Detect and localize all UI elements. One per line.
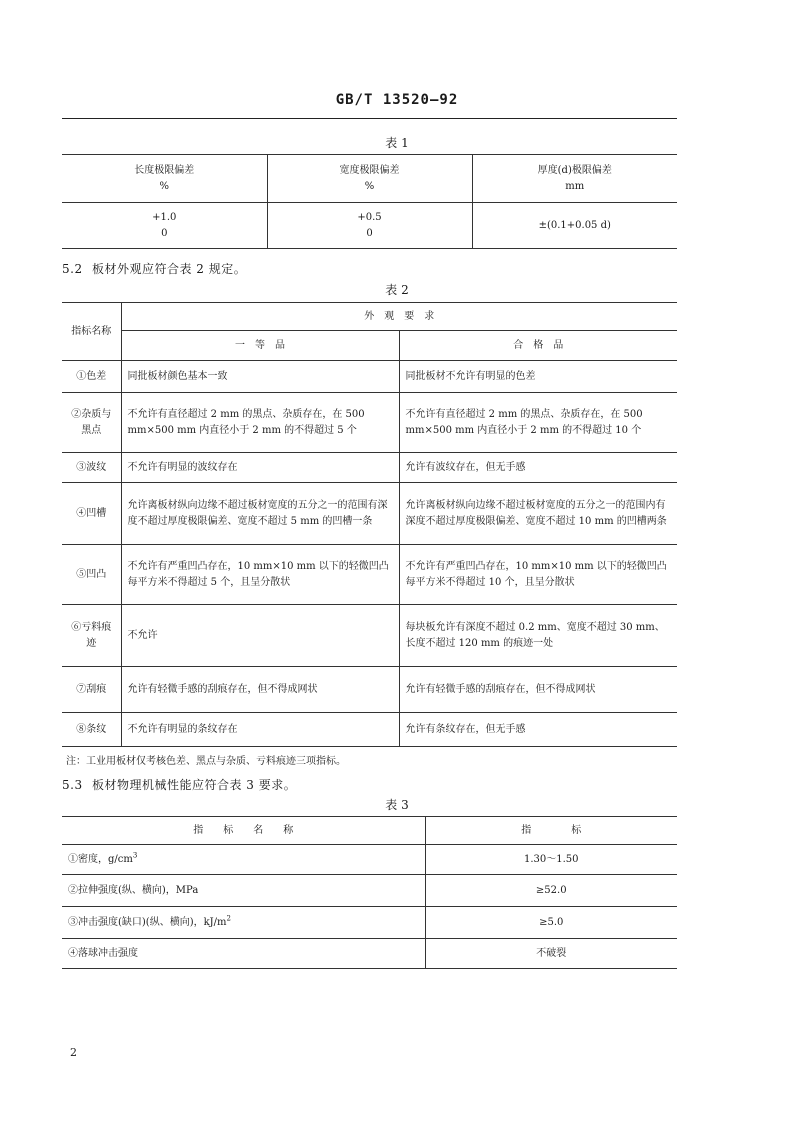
table-row bbox=[62, 667, 677, 713]
table3-header-name: 指 标 名 称 bbox=[62, 817, 425, 845]
row-name: ②杂质与黑点 bbox=[62, 393, 121, 453]
table2-header-appearance: 外 观 要 求 bbox=[121, 303, 677, 331]
table-row bbox=[62, 361, 677, 393]
table-row bbox=[62, 393, 677, 453]
row-name: ⑤凹凸 bbox=[62, 545, 121, 605]
table2-note: 注：工业用板材仅考核色差、黑点与杂质、亏料痕迹三项指标。 bbox=[66, 756, 346, 767]
row-qualified: 允许离板材纵向边缘不超过板材宽度的五分之一的范围内有深度不超过厚度极限偏差、宽度不超过 10 mm 的凹槽两条 bbox=[399, 483, 677, 545]
table1-value-width: +0.5 0 bbox=[267, 203, 472, 249]
page-number: 2 bbox=[70, 1046, 77, 1059]
table-row bbox=[62, 845, 677, 875]
table-row bbox=[62, 605, 677, 667]
table2 bbox=[62, 302, 677, 747]
header-rule bbox=[62, 118, 677, 119]
row-qualified: 允许有波纹存在，但无手感 bbox=[399, 453, 677, 483]
table2-header-indicator: 指标名称 bbox=[62, 303, 121, 361]
table1-value-thickness: ±(0.1+0.05 d) bbox=[472, 203, 677, 249]
row-name: ④凹槽 bbox=[62, 483, 121, 545]
row-name: ⑦刮痕 bbox=[62, 667, 121, 713]
table1-caption: 表 1 bbox=[385, 136, 409, 150]
table2-header-first-grade: 一 等 品 bbox=[121, 331, 399, 361]
table1-header-length: 长度极限偏差 % bbox=[62, 155, 267, 203]
section-5-3: 5.3 板材物理机械性能应符合表 3 要求。 bbox=[62, 778, 297, 792]
row-value: 1.30～1.50 bbox=[425, 845, 677, 875]
row-qualified: 允许有条纹存在，但无手感 bbox=[399, 713, 677, 747]
row-first-grade: 同批板材颜色基本一致 bbox=[121, 361, 399, 393]
table-row bbox=[62, 483, 677, 545]
row-name: ③波纹 bbox=[62, 453, 121, 483]
table2-header-qualified: 合 格 品 bbox=[399, 331, 677, 361]
row-first-grade: 允许有轻微手感的刮痕存在，但不得成网状 bbox=[121, 667, 399, 713]
row-name: ①色差 bbox=[62, 361, 121, 393]
row-first-grade: 不允许有直径超过 2 mm 的黑点、杂质存在，在 500 mm×500 mm 内直径小于 2 mm 的不得超过 5 个 bbox=[121, 393, 399, 453]
row-qualified: 每块板允许有深度不超过 0.2 mm、宽度不超过 30 mm、长度不超过 120 mm 的痕迹一处 bbox=[399, 605, 677, 667]
row-name: ⑥亏料痕迹 bbox=[62, 605, 121, 667]
table3-header-row bbox=[62, 817, 677, 845]
table1-value-length: +1.0 0 bbox=[62, 203, 267, 249]
row-name: ①密度，$g/cm^3$ bbox=[62, 845, 425, 875]
row-value: ≥52.0 bbox=[425, 875, 677, 907]
table1 bbox=[62, 154, 677, 249]
table1-value-row bbox=[62, 203, 677, 249]
row-first-grade: 不允许有明显的条纹存在 bbox=[121, 713, 399, 747]
table-row bbox=[62, 453, 677, 483]
table3-caption: 表 3 bbox=[385, 798, 409, 812]
row-value: ≥5.0 bbox=[425, 907, 677, 939]
table2-caption: 表 2 bbox=[385, 283, 409, 297]
table1-header-row bbox=[62, 155, 677, 203]
row-value: 不破裂 bbox=[425, 939, 677, 969]
row-name: ②拉伸强度(纵、横向)，MPa bbox=[62, 875, 425, 907]
table3-header-value: 指 标 bbox=[425, 817, 677, 845]
table3 bbox=[62, 816, 677, 969]
table1-header-width: 宽度极限偏差 % bbox=[267, 155, 472, 203]
table-row bbox=[62, 713, 677, 747]
standard-header: GB/T 13520—92 bbox=[335, 92, 459, 108]
row-qualified: 不允许有严重凹凸存在，10 mm×10 mm 以下的轻微凹凸每平方米不得超过 10 个，且呈分散状 bbox=[399, 545, 677, 605]
row-first-grade: 不允许有明显的波纹存在 bbox=[121, 453, 399, 483]
table-row bbox=[62, 907, 677, 939]
section-5-2: 5.2 板材外观应符合表 2 规定。 bbox=[62, 262, 247, 276]
table-row bbox=[62, 939, 677, 969]
row-qualified: 允许有轻微手感的刮痕存在，但不得成网状 bbox=[399, 667, 677, 713]
table-row bbox=[62, 875, 677, 907]
row-qualified: 同批板材不允许有明显的色差 bbox=[399, 361, 677, 393]
row-name: ③冲击强度(缺口)(纵、横向)，$kJ/m^2$ bbox=[62, 907, 425, 939]
row-name: ④落球冲击强度 bbox=[62, 939, 425, 969]
row-first-grade: 不允许有严重凹凸存在，10 mm×10 mm 以下的轻微凹凸每平方米不得超过 5 个，且呈分散状 bbox=[121, 545, 399, 605]
row-first-grade: 不允许 bbox=[121, 605, 399, 667]
table-row bbox=[62, 545, 677, 605]
row-first-grade: 允许离板材纵向边缘不超过板材宽度的五分之一的范围有深度不超过厚度极限偏差、宽度不超过 5 mm 的凹槽一条 bbox=[121, 483, 399, 545]
row-name: ⑧条纹 bbox=[62, 713, 121, 747]
table1-header-thickness: 厚度(d)极限偏差 mm bbox=[472, 155, 677, 203]
row-qualified: 不允许有直径超过 2 mm 的黑点、杂质存在，在 500 mm×500 mm 内直径小于 2 mm 的不得超过 10 个 bbox=[399, 393, 677, 453]
